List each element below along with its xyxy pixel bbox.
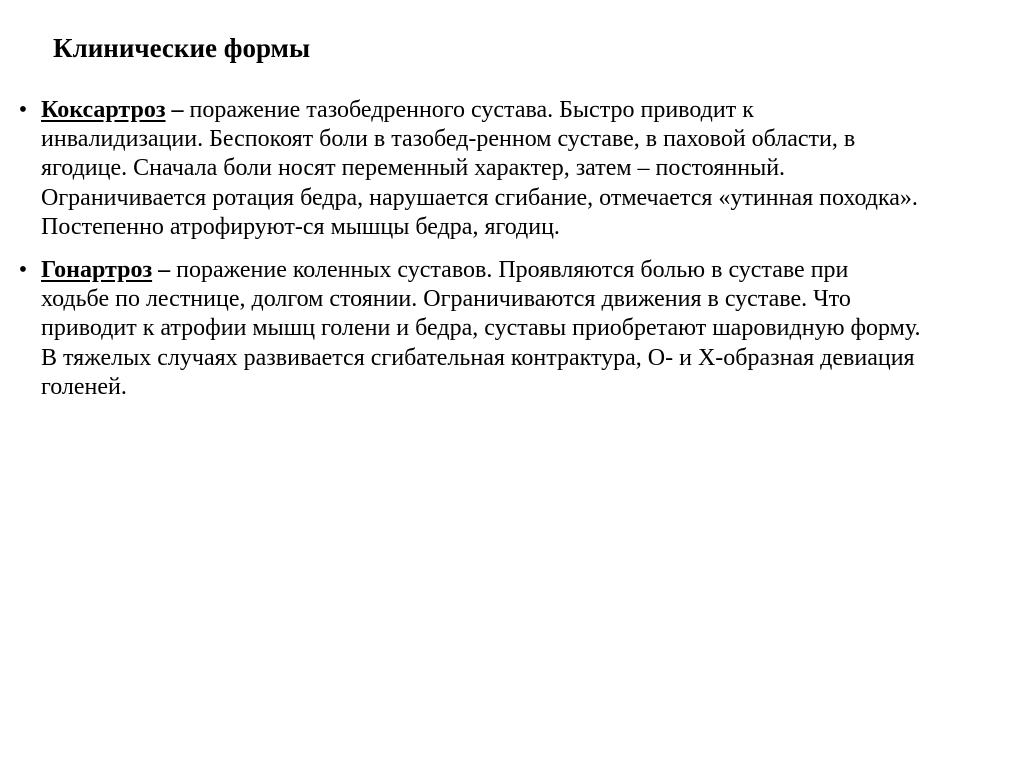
term-dash: – (165, 97, 184, 123)
bullet-icon: • (18, 257, 28, 284)
bullet-item-gonarthrosis (16, 256, 921, 402)
bullet-icon: • (18, 97, 28, 123)
description-coxarthrosis: поражение тазобедренного сустава. Быстро приводит к инвалидизации. Беспокоят боли в тазобед-ренном суставе, в паховой области, в ягодице. Сначала боли носят переменный характер, затем – постоянный. Ограничивается ротация бедра, нарушается сгибание, отмечается «утинная походка». Постепенно атрофируют-ся мышцы бедра, ягодиц. (41, 97, 918, 240)
term-gonarthrosis: Гонартроз (41, 257, 153, 284)
bullet-item-coxarthrosis (16, 96, 921, 242)
description-gonarthrosis: поражение коленных суставов. Проявляются болью в суставе при ходьбе по лестнице, долгом стоянии. Ограничиваются движения в суставе. Что приводит к атрофии мышц голени и бедра, суставы приобретают шаровидную форму. В тяжелых случаях развивается сгибательная контрактура, О- и Х-образная девиация голеней. (41, 257, 921, 400)
slide-title: Клинические формы (53, 33, 311, 63)
term-coxarthrosis: Коксартроз (41, 97, 166, 123)
bullet-list (16, 96, 921, 416)
term-dash: – (152, 257, 171, 284)
